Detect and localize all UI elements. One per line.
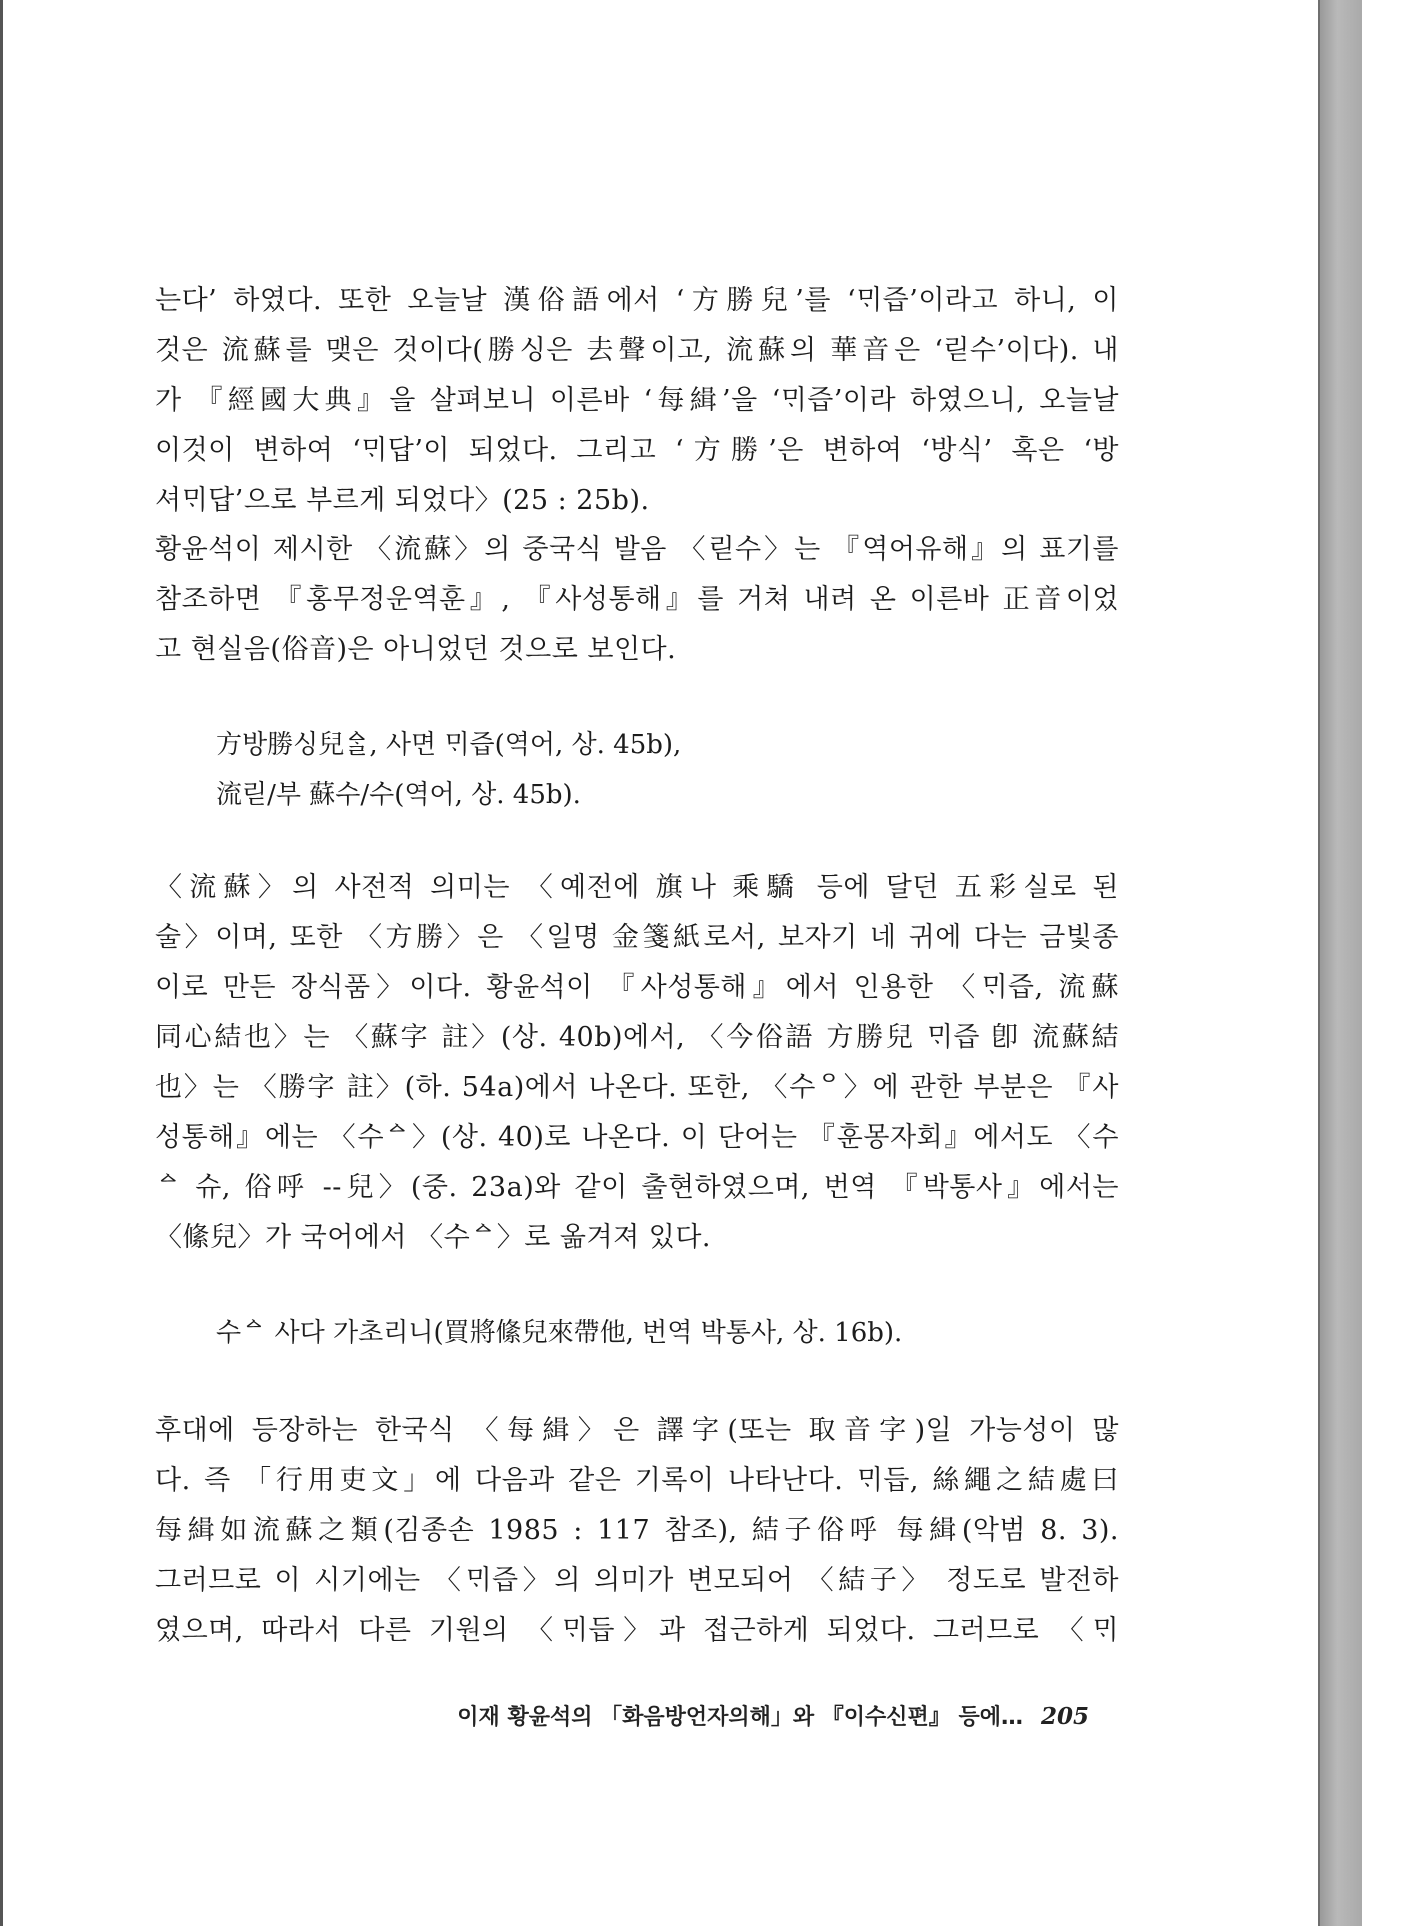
paragraph-line: 황윤석이 제시한 〈流蘇〉의 중국식 발음 〈릳수〉는 『역어유해』의 표기를 [155, 534, 1119, 565]
paragraph-line: 가 『經國大典』을 살펴보니 이른바 ‘每緝’을 ‘ᄆᆡ즙’이라 하였으니, 오늘날 [155, 385, 1119, 416]
paragraph-line: 〈流蘇〉의 사전적 의미는 〈예전에 旗나 乘驕 등에 달던 五彩실로 된 [155, 872, 1119, 903]
paragraph-line: 〈絛兒〉가 국어에서 〈수ᅀ〉로 옮겨져 있다. [155, 1222, 711, 1253]
paragraph-line: 고 현실음(俗音)은 아니었던 것으로 보인다. [155, 634, 677, 665]
running-title: 이재 황윤석의 「화음방언자의해」와 『이수신편』 등에… [457, 1705, 1023, 1730]
paragraph-line: 다. 즉 「行用吏文」에 다음과 같은 기록이 나타난다. ᄆᆡ듭, 絲繩之結處曰 [155, 1465, 1119, 1496]
paragraph-line: 이로 만든 장식품〉이다. 황윤석이 『사성통해』에서 인용한 〈ᄆᆡ즙, 流蘇 [155, 972, 1119, 1003]
page-margin-right [1362, 0, 1403, 1926]
paragraph-line: 였으며, 따라서 다른 기원의 〈ᄆᆡ듭〉과 접근하게 되었다. 그러므로 〈ᄆᆡ [155, 1615, 1119, 1646]
paragraph-2 [155, 525, 1119, 675]
paragraph-line: 每緝如流蘇之類(김종손 1985 : 117 참조), 結子俗呼 每緝(악범 8. 3). [155, 1515, 1119, 1546]
paragraph-line: 그러므로 이 시기에는 〈ᄆᆡ즙〉의 의미가 변모되어 〈結子〉 정도로 발전하 [155, 1565, 1119, 1596]
paragraph-line: 는다’ 하였다. 또한 오늘날 漢俗語에서 ‘方勝兒’를 ‘ᄆᆡ즙’이라고 하니, 이 [155, 285, 1119, 316]
quote-line: 수ᅀ 사다 가초리니(買將絛兒來帶他, 번역 박통사, 상. 16b). [216, 1318, 903, 1348]
paragraph-line: 셔ᄆᆡ답’으로 부르게 되었다〉(25 : 25b). [155, 485, 650, 516]
paragraph-line: 同心結也〉는 〈蘇字 註〉(상. 40b)에서, 〈今俗語 方勝兒 ᄆᆡ즙 卽 流蘇結 [155, 1022, 1119, 1053]
page-edge-shadow [1318, 0, 1364, 1926]
paragraph-line: 也〉는 〈勝字 註〉(하. 54a)에서 나온다. 또한, 〈수ᄋ〉에 관한 부분은 『사 [155, 1072, 1119, 1103]
paragraph-line: 것은 流蘇를 맺은 것이다(勝싱은 去聲이고, 流蘇의 華音은 ‘릳수’이다). 내 [155, 335, 1119, 366]
example-quote-1 [216, 720, 1116, 820]
paragraph-3 [155, 863, 1119, 1263]
paragraph-line: 참조하면 『홍무정운역훈』, 『사성통해』를 거쳐 내려 온 이른바 正音이었 [155, 584, 1119, 615]
example-quote-2 [216, 1308, 1116, 1358]
paragraph-line: 성통해』에는 〈수ᅀ〉(상. 40)로 나온다. 이 단어는 『훈몽자회』에서도 〈수 [155, 1122, 1119, 1153]
paragraph-line: 이것이 변하여 ‘ᄆᆡ답’이 되었다. 그리고 ‘方勝’은 변하여 ‘방식’ 혹은 ‘방 [155, 435, 1119, 466]
page-footer [409, 1700, 1089, 1731]
paragraph-line: 후대에 등장하는 한국식 〈每緝〉은 譯字(또는 取音字)일 가능성이 많 [155, 1415, 1119, 1446]
paragraph-4 [155, 1406, 1119, 1656]
quote-line: 流릳/부 蘇수/수(역어, 상. 45b). [216, 780, 581, 810]
quote-line: 方방勝싱兒ᅀᆞᆯ, 사면 ᄆᆡ즙(역어, 상. 45b), [216, 730, 682, 760]
paragraph-1 [155, 276, 1119, 526]
page-number: 205 [1040, 1703, 1089, 1730]
paragraph-line: ᅀ 슈, 俗呼 --兒〉(중. 23a)와 같이 출현하였으며, 번역 『박통사』에서는 [155, 1172, 1119, 1203]
paragraph-line: 술〉이며, 또한 〈方勝〉은 〈일명 金箋紙로서, 보자기 네 귀에 다는 금빛종 [155, 922, 1119, 953]
